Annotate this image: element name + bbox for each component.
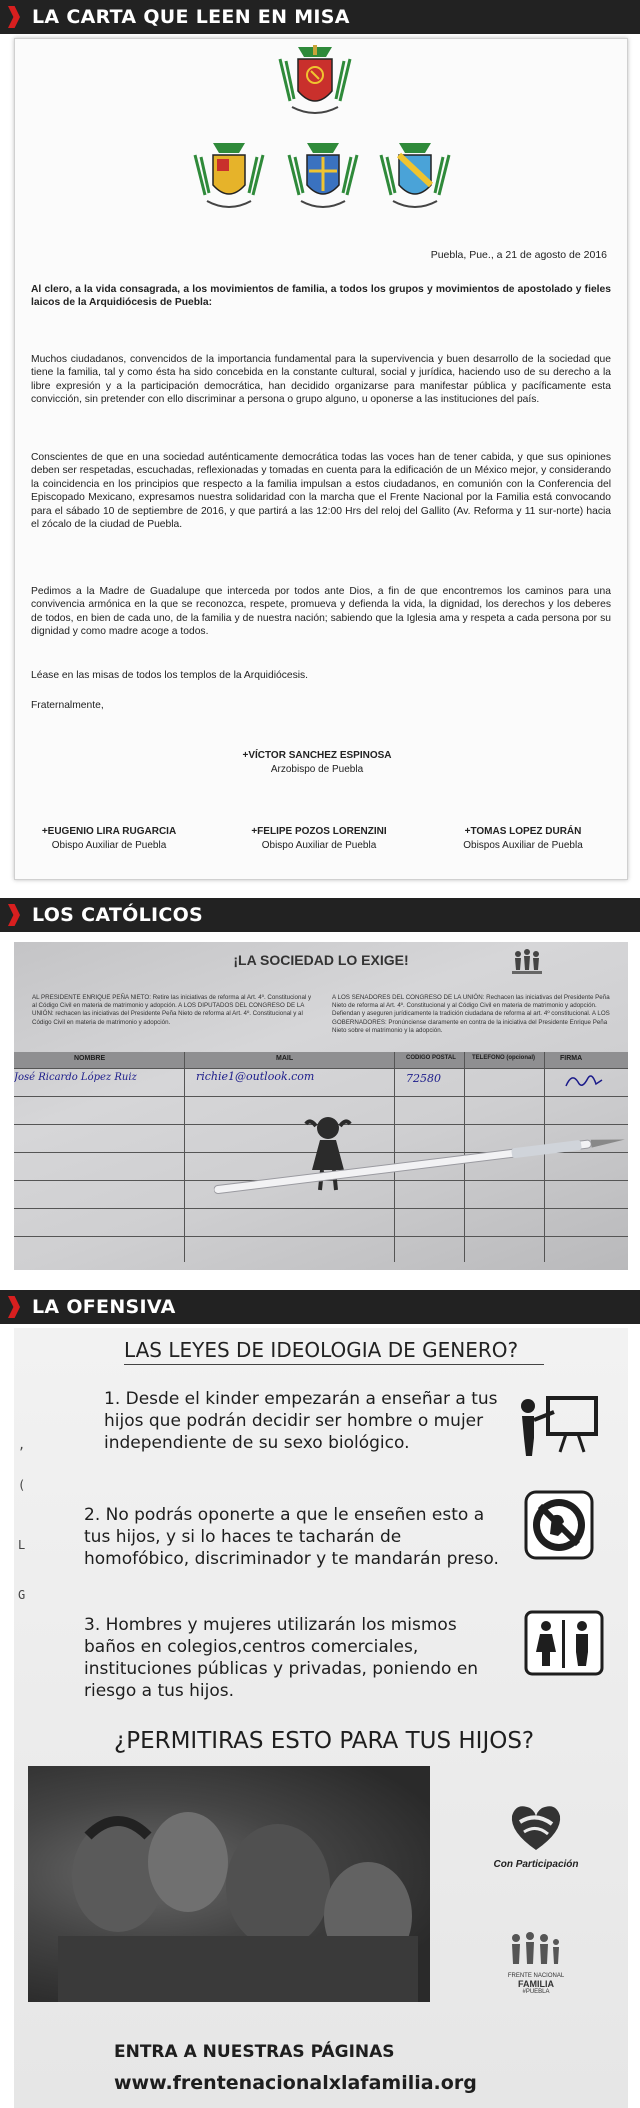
section-header-offensive — [0, 1290, 640, 1324]
section-title: LA CARTA QUE LEEN EN MISA — [32, 6, 350, 28]
form-title: ¡LA SOCIEDAD LO EXIGE! — [233, 952, 409, 968]
handwritten-email: richie1@outlook.com — [196, 1070, 315, 1083]
letter-date: Puebla, Pue., a 21 de agosto de 2016 — [430, 249, 607, 261]
flyer-footer: ENTRA A NUESTRAS PÁGINAS — [114, 2042, 395, 2062]
flyer-url: www.frentenacionalxlafamilia.org — [114, 2072, 477, 2094]
logo-text: FRENTE NACIONAL — [507, 1973, 565, 1979]
form-petition-text: A LOS SENADORES DEL CONGRESO DE LA UNIÓN: Rechacen las iniciativas del Presidente Peña Nieto de reforma al Art. 4º. Constitucional y al Código Civil en materia de matrimonio y adopción. Defiendan y aseguren jurídicamente la tradición ciudadana de reforma al art. 4º constitucional. A LOS GOBERNADORES: Pronúnciense claramente en contra de la iniciativa del Presidente Enrique Peña Nieto sobre el matrimonio y la adopción. — [332, 994, 610, 1034]
signature-auxiliary — [433, 825, 613, 853]
column-header: NOMBRE — [74, 1055, 106, 1062]
column-header: CODIGO POSTAL — [406, 1055, 456, 1061]
column-header: TELEFONO (opcional) — [472, 1055, 535, 1061]
flyer-question: ¿PERMITIRAS ESTO PARA TUS HIJOS? — [114, 1728, 535, 1754]
flyer-item: 2. No podrás oponerte a que le enseñen esto a tus hijos, y si lo haces te tacharán de homofóbico, discriminador y te mandarán preso. — [84, 1505, 499, 1569]
chevron-icon — [8, 904, 20, 926]
letter-document — [14, 38, 628, 880]
coat-of-arms-icon — [270, 41, 360, 125]
chevron-icon — [8, 1296, 20, 1318]
no-speaking-icon — [524, 1490, 594, 1560]
teacher-board-icon — [514, 1394, 600, 1458]
handwritten-postal-code: 72580 — [406, 1072, 441, 1085]
signature-archbishop — [197, 749, 437, 777]
flyer-item: 3. Hombres y mujeres utilizarán los mismos baños en colegios,centros comerciales, instituciones públicas y privadas, poniendo en riesgo a tus hijos. — [84, 1615, 479, 1701]
letter-salutation: Al clero, a la vida consagrada, a los movimientos de familia, a todos los grupos y movimientos de apostolado y fieles laicos de la Arquidiócesis de Puebla: — [31, 284, 611, 309]
column-header: FIRMA — [560, 1055, 583, 1062]
family-logo-icon — [504, 1930, 568, 1968]
coat-of-arms-icon — [281, 139, 365, 219]
signature-auxiliary — [19, 825, 199, 853]
signature-name: +FELIPE POZOS LORENZINI — [251, 826, 387, 837]
letter-paragraph: Pedimos a la Madre de Guadalupe que interceda por todos ante Dios, a fin de que encontremos los caminos para una convivencia armónica en la que se reconozca, respete, promueva y defienda la vida, la dignidad, los derechos y los deberes de todos, en bien de cada uno, de la familia y de nuestra nación; sabiendo que la Iglesia ama y respeta a cada persona por su dignidad y como madre acoge a todos. — [31, 586, 611, 638]
handwritten-name: José Ricardo López Ruiz — [14, 1072, 137, 1083]
column-header: MAIL — [276, 1055, 294, 1062]
heart-logo-icon — [506, 1802, 566, 1854]
signature-name: +VÍCTOR SANCHEZ ESPINOSA — [242, 750, 392, 761]
signature-role: Arzobispo de Puebla — [270, 764, 364, 775]
signature-role: Obispo Auxiliar de Puebla — [261, 840, 377, 851]
signature-role: Obispo Auxiliar de Puebla — [51, 840, 167, 851]
coat-of-arms-icon — [187, 139, 271, 219]
flyer-photo: LAS LEYES DE IDEOLOGIA DE GENERO? , ( L G 1. Desde el kinder empezarán a enseñar a tus hijos que podrán decidir ser hombre o mujer independiente de su sexo biológico. 2. No podrás oponerte a que le enseñen esto a tus hijos, y si lo haces te tacharán de homofóbico, discriminador y te mandarán preso. 3. Hombres y mujeres utilizarán los mismos baños en colegios,centros comerciales, instituciones públicas y privadas, poniendo en riesgo a tus hijos. ¿PERMITIRAS ESTO PARA TUS HIJOS? Con Participación FRENTE NACIONAL FAMILIA #PUEBLA ENTRA A NUESTRAS PÁGINAS www.frentenacionalxlafamilia.org — [14, 1328, 628, 2108]
letter-paragraph: Léase en las misas de todos los templos de la Arquidiócesis. — [31, 670, 309, 681]
signature-auxiliary — [229, 825, 409, 853]
letter-paragraph: Muchos ciudadanos, convencidos de la importancia fundamental para la supervivencia y buen desarrollo de la sociedad que tiene la familia, tal y como ésta ha sido concebida en la constante cultural, social y jurídica, haciendo uso de su derecho a la libre expresión y a la participación democrática, han decidido organizarse para manifestar pública y pacíficamente esta convicción, sin pretender con ello discriminar a persona o grupo alguno, u oponerse a las instituciones del país. — [31, 354, 611, 406]
signature-role: Obispos Auxiliar de Puebla — [463, 840, 583, 851]
participation-logo — [488, 1802, 584, 1870]
coat-of-arms-icon — [373, 139, 457, 219]
section-header-letter — [0, 0, 640, 34]
flyer-item: 1. Desde el kinder empezarán a enseñar a tus hijos que podrán decidir ser hombre o mujer independiente de su sexo biológico. — [104, 1389, 498, 1453]
frente-nacional-logo — [486, 1930, 586, 1995]
letter-closing: Fraternalmente, — [31, 700, 104, 711]
family-logo-icon — [510, 946, 544, 976]
flyer-title: LAS LEYES DE IDEOLOGIA DE GENERO? — [124, 1338, 519, 1362]
signature-name: +EUGENIO LIRA RUGARCIA — [41, 826, 177, 837]
section-header-catholics — [0, 898, 640, 932]
restroom-icon — [524, 1610, 604, 1676]
section-title: LA OFENSIVA — [32, 1296, 176, 1318]
chevron-icon — [8, 6, 20, 28]
signature-form-photo — [14, 942, 628, 1270]
logo-text: Con Participación — [493, 1859, 579, 1870]
section-title: LOS CATÓLICOS — [32, 904, 204, 926]
handwritten-signature — [562, 1070, 606, 1092]
form-petition-text: AL PRESIDENTE ENRIQUE PEÑA NIETO: Retire las iniciativas de reforma al Art. 4º. Constitucional y al Código Civil en materia de matrimonio y adopción. A LOS DIPUTADOS DEL CONGRESO DE LA UNIÓN: rechacen las iniciativas del Presidente Peña Nieto de reforma al Art. 4º. Constitucional y al Código Civil en materia de matrimonio y adopción. — [32, 994, 312, 1026]
logo-text: #PUEBLA — [522, 1989, 550, 1995]
signature-name: +TOMAS LOPEZ DURÁN — [464, 826, 582, 837]
family-photo — [28, 1766, 430, 2002]
logo-text: FAMILIA — [518, 1979, 554, 1989]
letter-paragraph: Conscientes de que en una sociedad auténticamente democrática todas las voces han de tener cabida, y que sus opiniones deben ser respetadas, escuchadas, reflexionadas y tomadas en cuenta para la edificación de un México mejor, y considerando la coincidencia en los principios que respecto a la familia impulsan a estos ciudadanos, en comunión con la Conferencia del Episcopado Mexicano, expresamos nuestra solidaridad con la marcha que el Frente Nacional por la Familia está convocando para el sábado 10 de septiembre de 2016, y que partirá a las 12:00 Hrs del reloj del Gallito (Av. Reforma y 11 sur-norte) hacia el zócalo de la ciudad de Puebla. — [31, 452, 611, 531]
table-header — [14, 1052, 628, 1068]
